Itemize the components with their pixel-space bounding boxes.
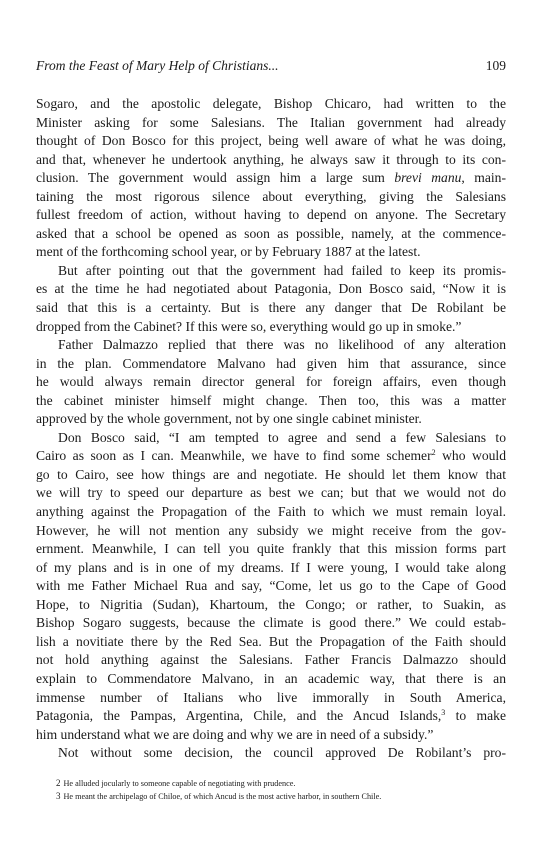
italic-phrase: brevi manu: [394, 170, 462, 186]
text-line: immense number of Italians who live immorally in South America,: [36, 689, 506, 705]
text-line: thought of Don Bosco for this project, being well aware of what he was doing,: [36, 133, 506, 149]
text-line: taining the most rigorous silence about everything, giving the Salesians: [36, 188, 506, 204]
text-run: who would: [435, 448, 506, 464]
text-line: [36, 707, 506, 726]
text-line: Minister asking for some Salesians. The Italian government had already: [36, 114, 506, 130]
footnote-marker: 2: [431, 448, 436, 458]
text-line: and that, whenever he undertook anything, he always saw it through to its con-: [36, 151, 506, 167]
footnote-marker: 3: [441, 708, 446, 718]
footnotes: [56, 777, 506, 803]
text-line: of my plans and is in one of my dreams. If I were young, I would take along: [36, 559, 506, 575]
text-line: we will try to speed our departure as best we can; but that we would not do: [36, 485, 506, 501]
text-line: he would always remain director general for foreign affairs, even though: [36, 374, 506, 390]
text-run: clusion. The government would assign him a large sum: [36, 170, 395, 186]
text-line: fullest freedom of action, without having to depend on anyone. The Secretary: [36, 207, 506, 223]
text-line: Hope, to Nigritia (Sudan), Khartoum, the Congo; or rather, to Suakin, as: [36, 596, 506, 612]
text-line: [36, 169, 506, 188]
running-head: [36, 58, 506, 76]
text-line: lish a novitiate there by the Red Sea. But the Propagation of the Faith should: [36, 633, 506, 649]
footnote-text: He alluded jocularly to someone capable of negotiating with prudence.: [63, 779, 296, 788]
book-page: [36, 0, 506, 852]
text-line: However, he will not mention any subsidy we might receive from the gov-: [36, 522, 506, 538]
text-line: anything against the Propagation of the Faith to which we must remain loyal.: [36, 504, 506, 520]
text-line: [36, 447, 506, 466]
text-run: , main-: [461, 170, 506, 186]
footnote: [56, 777, 506, 790]
paragraph-first-line: Father Dalmazzo replied that there was no likelihood of any alteration: [58, 337, 506, 353]
text-line: Bishop Sogaro suggests, because the climate is good there.” We could estab-: [36, 615, 506, 631]
text-run: Cairo as soon as I can. Meanwhile, we have to find some schemer: [36, 448, 432, 464]
paragraph-first-line: Don Bosco said, “I am tempted to agree and send a few Salesians to: [58, 429, 506, 445]
text-run: to make: [445, 708, 506, 724]
footnote-number: 2: [56, 778, 61, 788]
paragraph-first-line: But after pointing out that the government had failed to keep its promis-: [58, 262, 506, 278]
text-line: dropped from the Cabinet? If this were so, everything would go up in smoke.”: [36, 318, 462, 334]
text-line: not hold anything against the Salesians. Father Francis Dalmazzo should: [36, 652, 506, 668]
footnote: [56, 790, 506, 803]
text-line: go to Cairo, see how things are and negotiate. He should let them know that: [36, 466, 506, 482]
body-text: [36, 95, 506, 763]
page-number: 109: [485, 58, 506, 73]
text-line: approved by the whole government, not by one single cabinet minister.: [36, 411, 422, 427]
text-line: ment of the forthcoming school year, or by February 1887 at the latest.: [36, 244, 421, 260]
text-line: asked that a school be opened as soon as possible, namely, at the commence-: [36, 225, 506, 241]
footnote-text: He meant the archipelago of Chiloe, of which Ancud is the most active harbor, in southern Chile.: [63, 792, 382, 801]
text-line: explain to Commendatore Malvano, in an academic way, that there is an: [36, 670, 506, 686]
text-line: said that this is a certainty. But is there any danger that De Robilant be: [36, 300, 506, 316]
text-line: ernment. Meanwhile, I can tell you quite frankly that this mission forms part: [36, 541, 506, 557]
paragraph-first-line: Not without some decision, the council approved De Robilant’s pro-: [58, 745, 506, 761]
text-run: Patagonia, the Pampas, Argentina, Chile, and the Ancud Islands,: [36, 708, 442, 724]
text-line: him understand what we are doing and why we are in need of a subsidy.”: [36, 726, 434, 742]
running-title: From the Feast of Mary Help of Christians...: [36, 58, 279, 73]
footnote-number: 3: [56, 791, 61, 801]
text-line: with me Father Michael Rua and say, “Come, let us go to the Cape of Good: [36, 578, 506, 594]
text-line: es at the time he had negotiated about Patagonia, Don Bosco said, “Now it is: [36, 281, 506, 297]
text-line: the cabinet minister himself might change. Then too, this was a matter: [36, 392, 506, 408]
text-line: in the plan. Commendatore Malvano had given him that assurance, since: [36, 355, 506, 371]
text-line: Sogaro, and the apostolic delegate, Bishop Chicaro, had written to the: [36, 96, 506, 111]
